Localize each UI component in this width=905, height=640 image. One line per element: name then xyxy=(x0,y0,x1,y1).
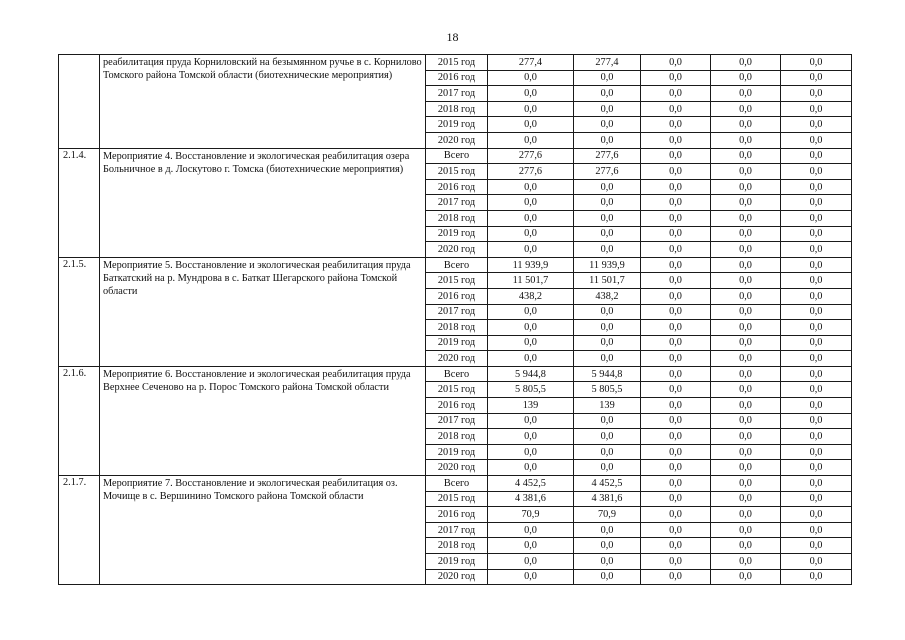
value-cell: 0,0 xyxy=(711,288,781,304)
value-cell: 11 939,9 xyxy=(574,257,641,273)
value-cell: 0,0 xyxy=(488,70,574,86)
value-cell: 0,0 xyxy=(488,86,574,102)
value-cell: 0,0 xyxy=(711,242,781,258)
measure-description: Мероприятие 5. Восстановление и экологическая реабилитация пруда Баткатский на р. Мундрова в с. Баткат Шегарского района Томской области xyxy=(100,257,426,366)
year-cell: 2019 год xyxy=(426,226,488,242)
value-cell: 0,0 xyxy=(488,413,574,429)
value-cell: 70,9 xyxy=(488,507,574,523)
value-cell: 0,0 xyxy=(711,86,781,102)
value-cell: 0,0 xyxy=(641,538,711,554)
measure-number xyxy=(59,55,100,149)
measure-description: Мероприятие 6. Восстановление и экологическая реабилитация пруда Верхнее Сеченово на р. Порос Томского района Томской области xyxy=(100,366,426,475)
value-cell: 0,0 xyxy=(781,101,852,117)
value-cell: 0,0 xyxy=(711,304,781,320)
value-cell: 0,0 xyxy=(641,164,711,180)
value-cell: 0,0 xyxy=(781,476,852,492)
value-cell: 0,0 xyxy=(488,179,574,195)
value-cell: 0,0 xyxy=(641,507,711,523)
value-cell: 0,0 xyxy=(711,320,781,336)
value-cell: 0,0 xyxy=(711,569,781,585)
value-cell: 0,0 xyxy=(574,179,641,195)
value-cell: 0,0 xyxy=(641,86,711,102)
value-cell: 0,0 xyxy=(781,382,852,398)
value-cell: 0,0 xyxy=(574,86,641,102)
value-cell: 0,0 xyxy=(574,538,641,554)
year-cell: 2019 год xyxy=(426,117,488,133)
value-cell: 438,2 xyxy=(574,288,641,304)
value-cell: 0,0 xyxy=(781,86,852,102)
value-cell: 139 xyxy=(488,398,574,414)
value-cell: 0,0 xyxy=(781,304,852,320)
value-cell: 0,0 xyxy=(488,569,574,585)
value-cell: 0,0 xyxy=(711,164,781,180)
value-cell: 139 xyxy=(574,398,641,414)
value-cell: 0,0 xyxy=(711,179,781,195)
value-cell: 0,0 xyxy=(488,195,574,211)
value-cell: 0,0 xyxy=(488,460,574,476)
value-cell: 0,0 xyxy=(641,288,711,304)
value-cell: 0,0 xyxy=(711,460,781,476)
value-cell: 0,0 xyxy=(711,226,781,242)
value-cell: 0,0 xyxy=(781,335,852,351)
value-cell: 277,6 xyxy=(488,148,574,164)
value-cell: 0,0 xyxy=(574,210,641,226)
value-cell: 0,0 xyxy=(711,507,781,523)
value-cell: 0,0 xyxy=(711,257,781,273)
value-cell: 0,0 xyxy=(711,413,781,429)
year-cell: 2016 год xyxy=(426,507,488,523)
value-cell: 0,0 xyxy=(488,320,574,336)
value-cell: 0,0 xyxy=(574,242,641,258)
value-cell: 277,6 xyxy=(574,148,641,164)
value-cell: 0,0 xyxy=(711,522,781,538)
value-cell: 0,0 xyxy=(781,226,852,242)
value-cell: 11 939,9 xyxy=(488,257,574,273)
value-cell: 5 805,5 xyxy=(488,382,574,398)
table-row xyxy=(59,476,852,492)
value-cell: 0,0 xyxy=(711,554,781,570)
value-cell: 0,0 xyxy=(574,522,641,538)
value-cell: 0,0 xyxy=(781,70,852,86)
value-cell: 0,0 xyxy=(781,273,852,289)
value-cell: 0,0 xyxy=(641,366,711,382)
value-cell: 70,9 xyxy=(574,507,641,523)
value-cell: 277,4 xyxy=(574,55,641,71)
year-cell: 2018 год xyxy=(426,429,488,445)
value-cell: 0,0 xyxy=(574,569,641,585)
table-row xyxy=(59,55,852,71)
value-cell: 0,0 xyxy=(641,55,711,71)
measure-number: 2.1.5. xyxy=(59,257,100,366)
value-cell: 0,0 xyxy=(711,195,781,211)
value-cell: 0,0 xyxy=(641,179,711,195)
value-cell: 0,0 xyxy=(711,132,781,148)
value-cell: 0,0 xyxy=(781,288,852,304)
value-cell: 0,0 xyxy=(641,195,711,211)
year-cell: 2018 год xyxy=(426,320,488,336)
value-cell: 0,0 xyxy=(574,444,641,460)
value-cell: 0,0 xyxy=(711,273,781,289)
value-cell: 0,0 xyxy=(781,554,852,570)
value-cell: 0,0 xyxy=(641,460,711,476)
year-cell: 2018 год xyxy=(426,101,488,117)
value-cell: 0,0 xyxy=(641,351,711,367)
value-cell: 0,0 xyxy=(641,398,711,414)
year-cell: 2017 год xyxy=(426,195,488,211)
value-cell: 0,0 xyxy=(488,554,574,570)
value-cell: 0,0 xyxy=(711,210,781,226)
value-cell: 0,0 xyxy=(641,210,711,226)
value-cell: 0,0 xyxy=(781,242,852,258)
value-cell: 0,0 xyxy=(781,429,852,445)
value-cell: 0,0 xyxy=(781,55,852,71)
value-cell: 0,0 xyxy=(641,335,711,351)
value-cell: 0,0 xyxy=(574,304,641,320)
value-cell: 0,0 xyxy=(574,554,641,570)
value-cell: 0,0 xyxy=(781,569,852,585)
budget-table-body xyxy=(59,55,852,585)
value-cell: 0,0 xyxy=(574,335,641,351)
value-cell: 4 452,5 xyxy=(488,476,574,492)
value-cell: 0,0 xyxy=(711,491,781,507)
value-cell: 0,0 xyxy=(641,522,711,538)
value-cell: 0,0 xyxy=(641,242,711,258)
value-cell: 0,0 xyxy=(711,398,781,414)
value-cell: 0,0 xyxy=(641,101,711,117)
value-cell: 0,0 xyxy=(641,320,711,336)
value-cell: 0,0 xyxy=(781,444,852,460)
value-cell: 0,0 xyxy=(781,210,852,226)
value-cell: 0,0 xyxy=(781,351,852,367)
value-cell: 0,0 xyxy=(781,179,852,195)
value-cell: 0,0 xyxy=(781,507,852,523)
value-cell: 0,0 xyxy=(641,382,711,398)
measure-description: Мероприятие 7. Восстановление и экологическая реабилитация оз. Мочище в с. Вершинино Томского района Томской области xyxy=(100,476,426,585)
value-cell: 0,0 xyxy=(574,226,641,242)
value-cell: 0,0 xyxy=(781,538,852,554)
value-cell: 0,0 xyxy=(641,476,711,492)
value-cell: 0,0 xyxy=(711,538,781,554)
value-cell: 0,0 xyxy=(488,101,574,117)
year-cell: 2018 год xyxy=(426,538,488,554)
value-cell: 0,0 xyxy=(711,444,781,460)
value-cell: 0,0 xyxy=(641,70,711,86)
value-cell: 0,0 xyxy=(488,117,574,133)
value-cell: 0,0 xyxy=(488,304,574,320)
value-cell: 0,0 xyxy=(781,522,852,538)
year-cell: Всего xyxy=(426,476,488,492)
value-cell: 438,2 xyxy=(488,288,574,304)
value-cell: 0,0 xyxy=(781,164,852,180)
year-cell: 2020 год xyxy=(426,351,488,367)
value-cell: 0,0 xyxy=(641,491,711,507)
budget-table xyxy=(58,54,852,585)
value-cell: 4 381,6 xyxy=(574,491,641,507)
value-cell: 0,0 xyxy=(711,101,781,117)
page-number: 18 xyxy=(446,30,459,44)
year-cell: 2015 год xyxy=(426,491,488,507)
value-cell: 0,0 xyxy=(781,491,852,507)
year-cell: 2020 год xyxy=(426,132,488,148)
value-cell: 277,6 xyxy=(574,164,641,180)
value-cell: 0,0 xyxy=(574,101,641,117)
value-cell: 0,0 xyxy=(641,569,711,585)
value-cell: 0,0 xyxy=(711,70,781,86)
value-cell: 0,0 xyxy=(488,522,574,538)
measure-description: Мероприятие 4. Восстановление и экологическая реабилитация озера Больничное в д. Лоскутово г. Томска (биотехнические мероприятия) xyxy=(100,148,426,257)
year-cell: 2015 год xyxy=(426,382,488,398)
year-cell: 2017 год xyxy=(426,86,488,102)
value-cell: 0,0 xyxy=(488,538,574,554)
value-cell: 4 381,6 xyxy=(488,491,574,507)
year-cell: 2019 год xyxy=(426,335,488,351)
value-cell: 11 501,7 xyxy=(488,273,574,289)
value-cell: 0,0 xyxy=(488,444,574,460)
value-cell: 0,0 xyxy=(781,148,852,164)
value-cell: 0,0 xyxy=(574,460,641,476)
value-cell: 0,0 xyxy=(488,242,574,258)
value-cell: 0,0 xyxy=(781,132,852,148)
year-cell: Всего xyxy=(426,148,488,164)
measure-number: 2.1.7. xyxy=(59,476,100,585)
value-cell: 0,0 xyxy=(781,413,852,429)
value-cell: 0,0 xyxy=(781,117,852,133)
value-cell: 0,0 xyxy=(711,429,781,445)
value-cell: 0,0 xyxy=(574,132,641,148)
value-cell: 5 944,8 xyxy=(488,366,574,382)
year-cell: 2017 год xyxy=(426,304,488,320)
value-cell: 0,0 xyxy=(711,476,781,492)
value-cell: 0,0 xyxy=(781,195,852,211)
year-cell: 2015 год xyxy=(426,164,488,180)
value-cell: 0,0 xyxy=(574,117,641,133)
year-cell: 2020 год xyxy=(426,569,488,585)
value-cell: 0,0 xyxy=(574,413,641,429)
year-cell: 2017 год xyxy=(426,413,488,429)
value-cell: 0,0 xyxy=(781,257,852,273)
year-cell: 2016 год xyxy=(426,179,488,195)
value-cell: 277,4 xyxy=(488,55,574,71)
value-cell: 4 452,5 xyxy=(574,476,641,492)
value-cell: 0,0 xyxy=(781,460,852,476)
value-cell: 0,0 xyxy=(641,132,711,148)
value-cell: 0,0 xyxy=(641,304,711,320)
value-cell: 0,0 xyxy=(574,429,641,445)
table-row xyxy=(59,148,852,164)
year-cell: Всего xyxy=(426,257,488,273)
value-cell: 0,0 xyxy=(711,382,781,398)
value-cell: 0,0 xyxy=(641,148,711,164)
year-cell: Всего xyxy=(426,366,488,382)
year-cell: 2018 год xyxy=(426,210,488,226)
value-cell: 0,0 xyxy=(711,366,781,382)
value-cell: 5 944,8 xyxy=(574,366,641,382)
value-cell: 277,6 xyxy=(488,164,574,180)
year-cell: 2015 год xyxy=(426,273,488,289)
measure-number: 2.1.6. xyxy=(59,366,100,475)
value-cell: 0,0 xyxy=(641,444,711,460)
value-cell: 0,0 xyxy=(711,148,781,164)
measure-description: реабилитация пруда Корниловский на безымянном ручье в с. Корнилово Томского района Томской области (биотехнические мероприятия) xyxy=(100,55,426,149)
value-cell: 0,0 xyxy=(781,366,852,382)
value-cell: 5 805,5 xyxy=(574,382,641,398)
table-row xyxy=(59,257,852,273)
value-cell: 0,0 xyxy=(781,398,852,414)
value-cell: 0,0 xyxy=(574,320,641,336)
value-cell: 0,0 xyxy=(781,320,852,336)
value-cell: 0,0 xyxy=(641,429,711,445)
table-row xyxy=(59,366,852,382)
year-cell: 2016 год xyxy=(426,70,488,86)
value-cell: 0,0 xyxy=(641,257,711,273)
value-cell: 0,0 xyxy=(711,55,781,71)
value-cell: 0,0 xyxy=(641,117,711,133)
measure-number: 2.1.4. xyxy=(59,148,100,257)
value-cell: 0,0 xyxy=(711,351,781,367)
value-cell: 0,0 xyxy=(711,335,781,351)
year-cell: 2017 год xyxy=(426,522,488,538)
year-cell: 2016 год xyxy=(426,398,488,414)
year-cell: 2019 год xyxy=(426,444,488,460)
year-cell: 2020 год xyxy=(426,242,488,258)
value-cell: 0,0 xyxy=(488,226,574,242)
value-cell: 0,0 xyxy=(488,351,574,367)
value-cell: 0,0 xyxy=(641,226,711,242)
year-cell: 2016 год xyxy=(426,288,488,304)
value-cell: 0,0 xyxy=(641,554,711,570)
year-cell: 2019 год xyxy=(426,554,488,570)
year-cell: 2015 год xyxy=(426,55,488,71)
value-cell: 0,0 xyxy=(488,335,574,351)
value-cell: 0,0 xyxy=(574,351,641,367)
value-cell: 11 501,7 xyxy=(574,273,641,289)
value-cell: 0,0 xyxy=(488,429,574,445)
value-cell: 0,0 xyxy=(488,210,574,226)
value-cell: 0,0 xyxy=(574,195,641,211)
value-cell: 0,0 xyxy=(574,70,641,86)
value-cell: 0,0 xyxy=(641,413,711,429)
value-cell: 0,0 xyxy=(488,132,574,148)
value-cell: 0,0 xyxy=(641,273,711,289)
value-cell: 0,0 xyxy=(711,117,781,133)
year-cell: 2020 год xyxy=(426,460,488,476)
